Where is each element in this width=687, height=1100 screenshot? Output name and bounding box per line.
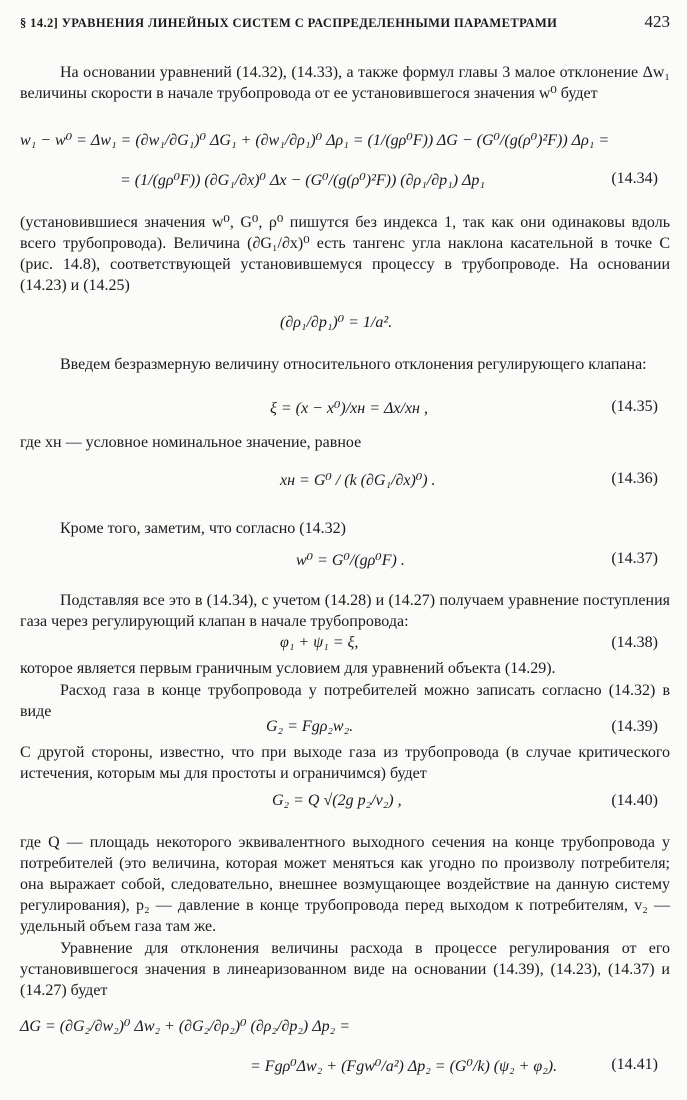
equation-number: (14.36) xyxy=(611,470,658,487)
paragraph-4: где xн — условное номинальное значение, равное xyxy=(20,434,362,451)
equation-number: (14.35) xyxy=(611,398,658,415)
paragraph-1: На основании уравнений (14.32), (14.33), а также формул главы 3 малое отклонение Δw₁ величины скорости в начале трубопровода от ее установившегося значения w⁰ будет xyxy=(20,64,670,102)
equation-14-41-line1 xyxy=(20,1010,670,1046)
equation-expression: w⁰ = G⁰/(gρ⁰F) . xyxy=(296,552,405,569)
equation-expression: = Fgρ⁰Δw₂ + (Fgw⁰/a²) Δp₂ = (G⁰/k) (ψ₂ + φ₂). xyxy=(250,1058,558,1075)
equation-number: (14.41) xyxy=(611,1056,658,1073)
equation-14-34-line2 xyxy=(20,164,670,200)
equation-expression: (∂ρ₁/∂p₁)⁰ = 1/a². xyxy=(280,314,393,331)
equation-14-34-line1 xyxy=(20,124,670,160)
page-number: 423 xyxy=(644,12,670,31)
paragraph-10: где Q — площадь некоторого эквивалентного выходного сечения на конце трубопровода у потребителей (это величина, которая может меняться как угодно по произволу потребителя; она выражает собой, следовательно, внешнее возмущающее воздействие на данную систему регулирования), p₂ — давление в конце трубопровода перед выходом к потребителям, v₂ — удельный объем газа там же. xyxy=(20,834,670,935)
equation-expression: G₂ = Fgρ₂w₂. xyxy=(266,718,354,735)
equation-number: (14.38) xyxy=(611,634,658,651)
equation-number: (14.34) xyxy=(611,170,658,187)
paragraph-7: которое является первым граничным условием для уравнений объекта (14.29). xyxy=(20,660,556,677)
equation-expression: w₁ − w⁰ = Δw₁ = (∂w₁/∂G₁)⁰ ΔG₁ + (∂w₁/∂ρ₁)⁰ Δρ₁ = (1/(gρ⁰F)) ΔG − (G⁰/(g(ρ⁰)²F)) Δρ₁ = xyxy=(20,132,610,149)
equation-number: (14.37) xyxy=(611,550,658,567)
paragraph-9: С другой стороны, известно, что при выходе газа из трубопровода (в случае критического истечения, которым мы для простоты и ограничимся) будет xyxy=(20,744,670,782)
equation-density-derivative xyxy=(20,306,670,342)
paragraph-5: Кроме того, заметим, что согласно (14.32) xyxy=(60,520,346,537)
paragraph-11: Уравнение для отклонения величины расхода в процессе регулирования от его установившегося значения в линеаризованном виде на основании (14.39), (14.23), (14.37) и (14.27) будет xyxy=(20,940,670,999)
paragraph-6: Подставляя все это в (14.34), с учетом (14.28) и (14.27) получаем уравнение поступления газа через регулирующий клапан в начале трубопровода: xyxy=(20,592,670,630)
paragraph-8: Расход газа в конце трубопровода у потребителей можно записать согласно (14.32) в виде xyxy=(20,682,670,720)
paragraph-3: Введем безразмерную величину относительного отклонения регулирующего клапана: xyxy=(60,356,647,373)
page xyxy=(20,0,670,1100)
equation-expression: ΔG = (∂G₂/∂w₂)⁰ Δw₂ + (∂G₂/∂ρ₂)⁰ (∂ρ₂/∂p₂) Δp₂ = xyxy=(20,1018,350,1035)
equation-14-41-line2 xyxy=(20,1050,670,1086)
equation-number: (14.39) xyxy=(611,718,658,735)
section-title: § 14.2] УРАВНЕНИЯ ЛИНЕЙНЫХ СИСТЕМ С РАСПРЕДЕЛЕННЫМИ ПАРАМЕТРАМИ xyxy=(20,16,558,30)
equation-14-36 xyxy=(20,464,670,500)
equation-14-35 xyxy=(20,392,670,428)
equation-14-40 xyxy=(20,786,670,822)
equation-expression: φ₁ + ψ₁ = ξ, xyxy=(280,634,359,651)
running-header xyxy=(20,12,670,36)
paragraph-2: (установившиеся значения w⁰, G⁰, ρ⁰ пишутся без индекса 1, так как они одинаковы вдоль всего трубопровода). Величина (∂G₁/∂x)⁰ есть тангенс угла наклона касательной в точке C (рис. 14.8), соответствующей установившемуся процессу в трубопроводе. На основании (14.23) и (14.25) xyxy=(20,214,670,294)
equation-number: (14.40) xyxy=(611,792,658,809)
equation-expression: xн = G⁰ / (k (∂G₁/∂x)⁰) . xyxy=(280,472,436,489)
equation-expression: ξ = (x − x⁰)/xн = Δx/xн , xyxy=(270,400,428,417)
equation-expression: = (1/(gρ⁰F)) (∂G₁/∂x)⁰ Δx − (G⁰/(g(ρ⁰)²F)) (∂ρ₁/∂p₁) Δp₁ xyxy=(120,172,485,189)
equation-14-37 xyxy=(20,544,670,580)
equation-expression: G₂ = Q √(2g p₂/v₂) , xyxy=(272,792,402,809)
